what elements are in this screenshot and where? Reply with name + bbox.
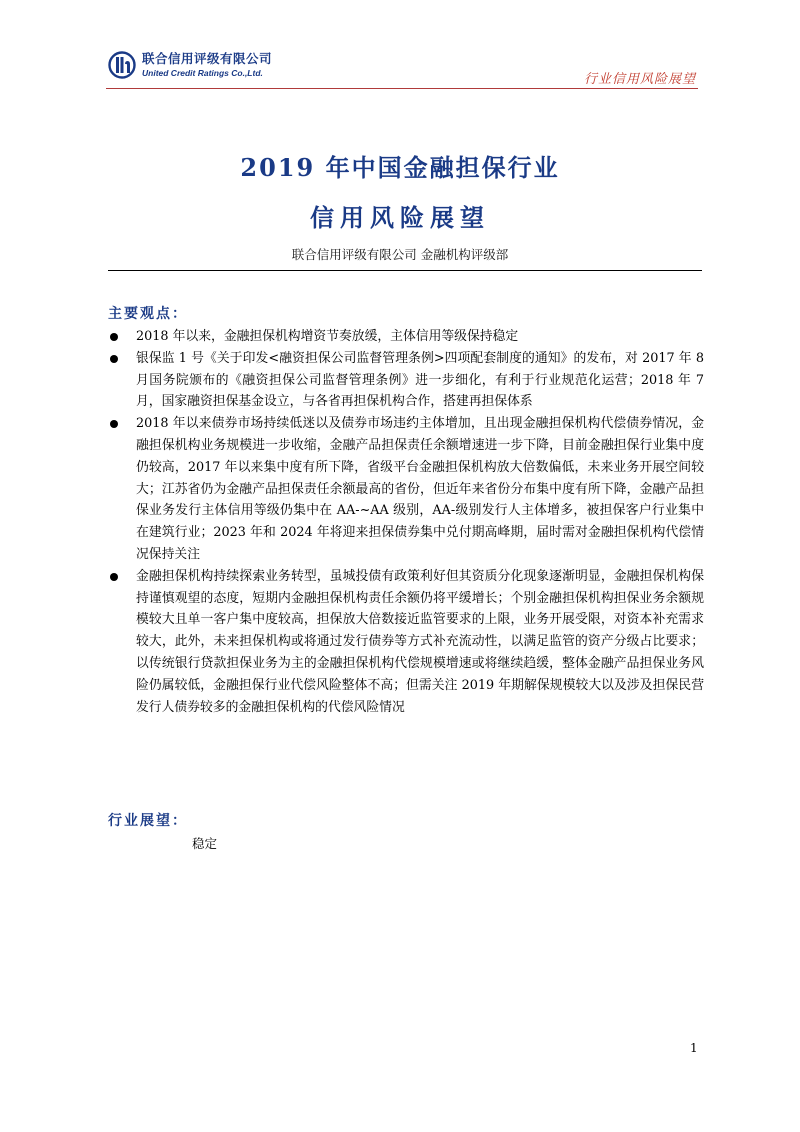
- bullet-icon: [110, 355, 118, 363]
- list-item: [108, 413, 704, 566]
- list-item: [108, 348, 704, 413]
- key-point-text: 金融担保机构持续探索业务转型，虽城投债有政策利好但其资质分化现象逐渐明显，金融担保机构保持谨慎观望的态度，短期内金融担保机构责任余额仍将平缓增长；个别金融担保机构担保业务余额规模较大且单一客户集中度较高，担保放大倍数接近监管要求的上限，业务开展受限，对资本补充需求较大，此外，未来担保机构或将通过发行债券等方式补充流动性，以满足监管的资产分级占比要求；以传统银行贷款担保业务为主的金融担保机构代偿规模增速或将继续趋缓，整体金融产品担保业务风险仍属较低，金融担保行业代偿风险整体不高；但需关注 2019 年期解保规模较大以及涉及担保民营发行人债券较多的金融担保机构的代偿风险情况: [136, 568, 704, 715]
- company-logo: [108, 50, 272, 80]
- title-divider: [108, 270, 702, 271]
- header-divider: [106, 88, 698, 89]
- list-item: [108, 566, 704, 719]
- outlook-value: 稳定: [192, 836, 218, 851]
- page-number: 1: [690, 1041, 698, 1055]
- bullet-icon: [110, 333, 118, 341]
- key-point-text: 2018 年以来，金融担保机构增资节奏放缓，主体信用等级保持稳定: [136, 329, 519, 344]
- report-category: 行业信用风险展望: [583, 72, 696, 87]
- document-title-line1: 2019 年中国金融担保行业: [240, 153, 560, 182]
- outlook-heading: 行业展望：: [108, 813, 188, 829]
- bullet-icon: [110, 573, 118, 581]
- key-points-heading: 主要观点：: [108, 306, 188, 322]
- key-points-list: [108, 326, 704, 718]
- document-author: 联合信用评级有限公司 金融机构评级部: [291, 247, 509, 262]
- company-name-en: United Credit Ratings Co.,Ltd.: [142, 67, 263, 78]
- bullet-icon: [110, 420, 118, 428]
- key-point-text: 银保监 1 号《关于印发<融资担保公司监督管理条例>四项配套制度的通知》的发布，对 2017 年 8 月国务院颁布的《融资担保公司监督管理条例》进一步细化，有利于行业规范化运营；2018 年 7 月，国家融资担保基金设立，与各省再担保机构合作，搭建再担保体系: [136, 350, 704, 410]
- company-name-cn: 联合信用评级有限公司: [142, 51, 273, 66]
- list-item: [108, 326, 704, 348]
- document-title-line2: 信用风险展望: [310, 203, 490, 232]
- united-credit-logo-icon: [108, 51, 136, 79]
- key-point-text: 2018 年以来债券市场持续低迷以及债券市场违约主体增加，且出现金融担保机构代偿债券情况，金融担保机构业务规模进一步收缩，金融产品担保责任余额增速进一步下降，目前金融担保行业集中度仍较高，2017 年以来集中度有所下降，省级平台金融担保机构放大倍数偏低，未来业务开展空间较大；江苏省仍为金融产品担保责任余额最高的省份，但近年来省份分布集中度有所下降，金融产品担保业务发行主体信用等级仍集中在 AA-~AA 级别，AA-级别发行人主体增多，被担保客户行业集中在建筑行业；2023 年和 2024 年将迎来担保债券集中兑付期高峰期，届时需对金融担保机构代偿情况保持关注: [136, 416, 704, 562]
